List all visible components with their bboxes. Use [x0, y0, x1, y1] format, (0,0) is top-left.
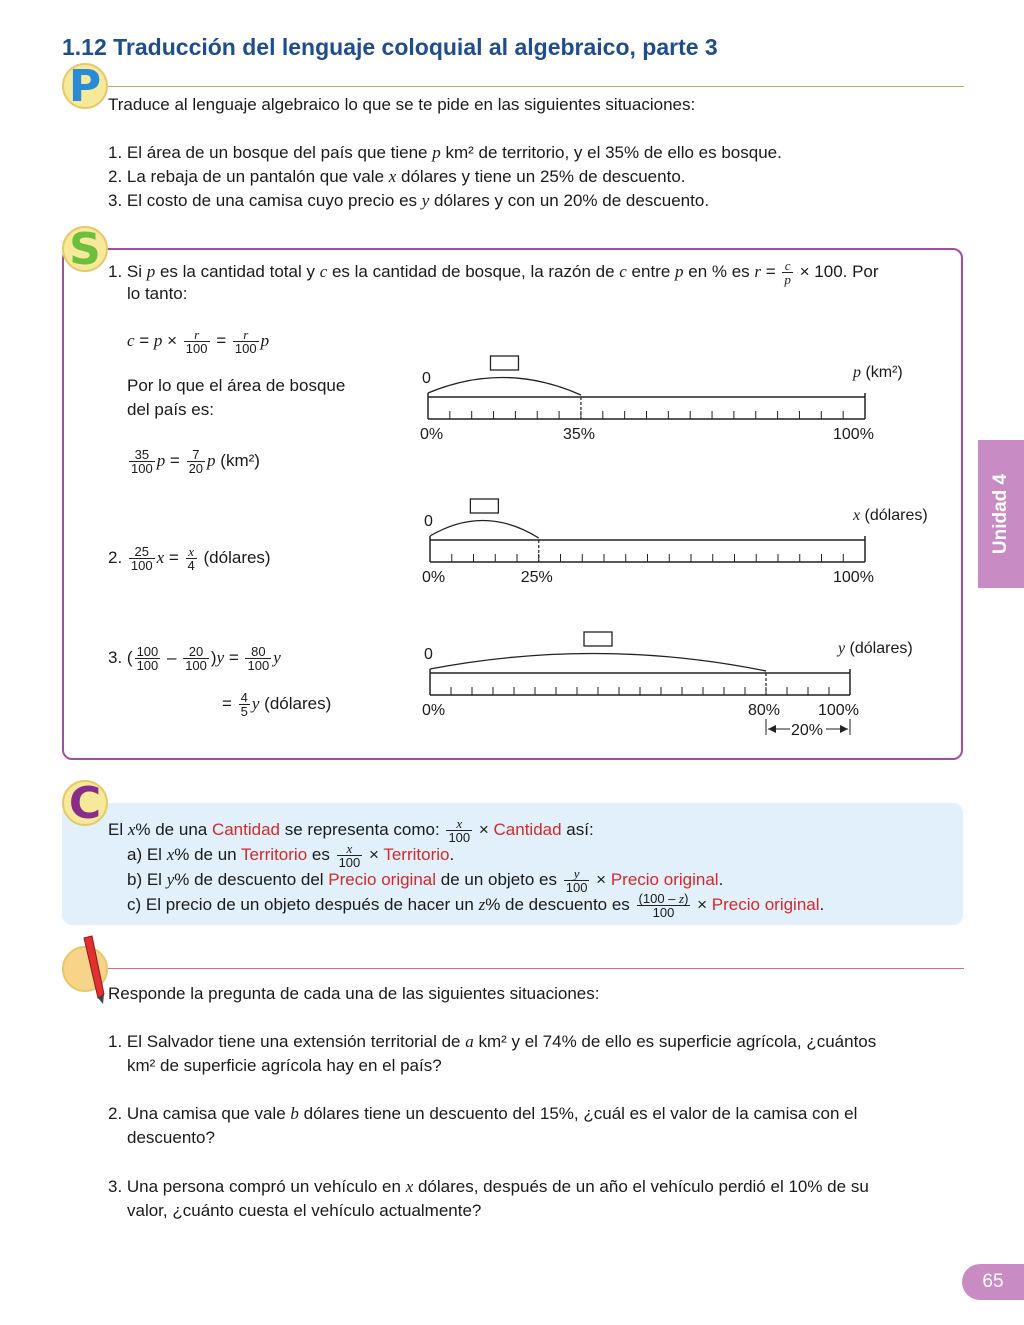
- fraction-c-over-p: $\frac{c}{p}$: [784, 258, 791, 287]
- sol-num: 2.: [108, 547, 123, 567]
- tape-diagram-3: [422, 632, 913, 739]
- c-red-term: Cantidad: [211, 819, 281, 839]
- item-text: km² de territorio, y el 35% de ello es bosque.: [440, 143, 782, 162]
- item-variable: x: [388, 167, 397, 186]
- ex-text: dólares, después de un año el vehículo perdió el 10% de su: [413, 1177, 869, 1196]
- equation-2: 2. $\frac{25}{100}$ x = $\frac{x}{4}$ (dólares): [108, 544, 271, 573]
- item-text: El área de un bosque del país que tiene: [126, 143, 433, 162]
- percent-label-start: 0%: [422, 702, 446, 719]
- arrow-left: [768, 725, 776, 733]
- var-p: p: [675, 261, 684, 281]
- conclusion-badge-letter: C: [68, 778, 102, 829]
- percent-label-mark: 25%: [520, 569, 553, 586]
- ex-text: 3. Una persona compró un vehículo en: [108, 1177, 406, 1196]
- c-text: a) El: [127, 844, 167, 864]
- equation-c: c = p × $\frac{r}{100}$ = $\frac{r}{100}$ p: [127, 327, 270, 356]
- ex-var: b: [290, 1104, 299, 1123]
- item-variable: p: [432, 143, 441, 162]
- problem-badge-letter: P: [68, 61, 102, 112]
- solution-badge-letter: S: [69, 224, 101, 275]
- c-text: ×: [591, 869, 611, 889]
- c-text: b) El: [127, 869, 167, 889]
- tape-diagrams: [400, 355, 960, 755]
- c-red-term: Precio original: [610, 869, 719, 889]
- ex-text: 1. El Salvador tiene una extensión territorial de: [108, 1032, 466, 1051]
- sol-text: × 100. Por: [794, 261, 879, 281]
- tape-diagram-1: [420, 356, 903, 443]
- ex-text: km² y el 74% de ello es superficie agrícola, ¿cuántos: [473, 1032, 877, 1051]
- item-text: dólares y tiene un 25% de descuento.: [396, 167, 686, 186]
- var-p: p: [146, 261, 156, 281]
- c-red-term: Territorio: [383, 844, 450, 864]
- quantity-label: x (dólares): [853, 507, 928, 524]
- c-text: ×: [474, 819, 494, 839]
- item-number: 2.: [108, 167, 123, 186]
- solution-badge: [62, 224, 108, 275]
- item-number: 1.: [108, 143, 123, 162]
- percent-label-end: 100%: [833, 426, 874, 443]
- exercise-intro: Responde la pregunta de cada una de las siguientes situaciones:: [108, 984, 600, 1003]
- bracket-arc: [430, 520, 539, 538]
- problem-item-2: [108, 167, 686, 187]
- solution-text-2: del país es:: [127, 400, 214, 419]
- zero-label: 0: [422, 370, 431, 387]
- ex-text: dólares tiene un descuento del 15%, ¿cuál es el valor de la camisa con el: [298, 1104, 858, 1123]
- exercise-3-line-1: [108, 1177, 869, 1197]
- c-text: % de un: [174, 844, 242, 864]
- solution-text-1: Por lo que el área de bosque: [127, 376, 346, 395]
- percent-label-start: 0%: [420, 426, 444, 443]
- item-number: 3.: [108, 191, 123, 210]
- unknown-box: [584, 632, 612, 646]
- bracket-arc: [430, 653, 766, 671]
- c-text: % de descuento del: [174, 869, 329, 889]
- c-red-term: Cantidad: [493, 819, 562, 839]
- page-number: 65: [962, 1264, 1024, 1300]
- var-c: c: [319, 261, 328, 281]
- problem-badge: [62, 61, 108, 112]
- exercise-3-line-2: valor, ¿cuánto cuesta el vehículo actualmente?: [127, 1201, 482, 1220]
- ex-text: 2. Una camisa que vale: [108, 1104, 291, 1123]
- item-text: El costo de una camisa cuyo precio es: [126, 191, 422, 210]
- item-variable: y: [421, 191, 430, 210]
- unit-usd: (dólares): [203, 547, 271, 567]
- c-text: de un objeto es: [436, 869, 562, 889]
- equation-forest: $\frac{35}{100}$ p = $\frac{7}{20}$ p (km²): [131, 447, 260, 476]
- tape-diagram-2: [422, 499, 928, 586]
- item-text: La rebaja de un pantalón que vale: [126, 167, 389, 186]
- solution-line-2: lo tanto:: [127, 284, 188, 303]
- c-text: ×: [692, 894, 712, 914]
- exercise-2-line-1: [108, 1104, 857, 1124]
- ex-var: a: [465, 1032, 474, 1051]
- item-text: dólares y con un 20% de descuento.: [429, 191, 710, 210]
- percent-label-mark: 80%: [748, 702, 781, 719]
- c-text: es: [307, 844, 335, 864]
- c-text: así:: [561, 819, 594, 839]
- var-c: c: [619, 261, 627, 281]
- conclusion-line-a: a) El x% de un Territorio es $\frac{x}{100}$ × Territorio.: [127, 841, 455, 870]
- c-red-term: Precio original: [328, 869, 437, 889]
- sol-text: 1. Si: [108, 261, 147, 281]
- sol-text: es la cantidad de bosque, la razón de: [327, 261, 620, 281]
- equation-3b: = $\frac{4}{5}$ y (dólares): [222, 690, 332, 719]
- exercise-2-line-2: descuento?: [127, 1128, 215, 1147]
- c-red-term: Territorio: [241, 844, 308, 864]
- solution-line-1: 1. Si p es la cantidad total y c es la cantidad de bosque, la razón de c entre p en % es r = $\frac{c}{p}$ × 100. Por: [108, 258, 879, 287]
- unknown-box: [490, 356, 518, 370]
- unit-side-tab: [978, 440, 1024, 588]
- problem-item-1: [108, 143, 782, 163]
- conclusion-line-c: c) El precio de un objeto después de hacer un z% de descuento es $\frac{(100 - z)}{100}$ × Precio original.: [127, 891, 825, 920]
- c-text: El: [108, 819, 128, 839]
- c-text: se representa como:: [280, 819, 445, 839]
- ex-var: x: [405, 1177, 414, 1196]
- c-red-term: Precio original: [711, 894, 820, 914]
- percent-label-end: 100%: [833, 569, 874, 586]
- sol-text: en % es: [683, 261, 755, 281]
- arrow-right: [840, 725, 848, 733]
- exercise-divider: [108, 968, 964, 969]
- conclusion-badge: [62, 778, 108, 829]
- unit-label: Unidad 4: [990, 473, 1011, 555]
- sol-text: es la cantidad total y: [155, 261, 320, 281]
- title-divider: [100, 86, 964, 87]
- exercise-1-line-2: km² de superficie agrícola hay en el país?: [127, 1056, 442, 1075]
- quantity-label: y (dólares): [838, 640, 913, 657]
- percent-label-mark: 35%: [562, 426, 595, 443]
- equation-3a: 3. ( $\frac{100}{100}$ – $\frac{20}{100}$ )y = $\frac{80}{100}$ y: [108, 644, 281, 673]
- zero-label: 0: [424, 513, 433, 530]
- exercise-1-line-1: [108, 1032, 876, 1052]
- c-text: % de una: [135, 819, 212, 839]
- sol-text: entre: [626, 261, 676, 281]
- c-text: c) El precio de un objeto después de hacer un: [127, 894, 479, 914]
- c-text: % de descuento es: [485, 894, 635, 914]
- conclusion-line-b: b) El y% de descuento del Precio original de un objeto es $\frac{y}{100}$ × Precio original.: [127, 866, 724, 895]
- unit-km: (km²): [220, 450, 260, 470]
- exercise-badge: [62, 946, 108, 992]
- page-title: 1.12 Traducción del lenguaje coloquial al algebraico, parte 3: [62, 34, 718, 60]
- var-r: r: [754, 261, 762, 281]
- discount-label: 20%: [791, 722, 824, 739]
- quantity-label: p (km²): [853, 364, 903, 381]
- percent-label-start: 0%: [422, 569, 446, 586]
- problem-item-3: [108, 191, 709, 211]
- bracket-arc: [428, 377, 581, 395]
- unit-usd: (dólares): [264, 693, 332, 713]
- unknown-box: [470, 499, 498, 513]
- sol-num: 3.: [108, 647, 123, 667]
- problem-intro: Traduce al lenguaje algebraico lo que se te pide en las siguientes situaciones:: [108, 95, 696, 114]
- percent-label-end: 100%: [818, 702, 859, 719]
- conclusion-line-1: El x% de una Cantidad se representa como: $\frac{x}{100}$ × Cantidad así:: [108, 816, 594, 845]
- c-text: ×: [364, 844, 384, 864]
- zero-label: 0: [424, 646, 433, 663]
